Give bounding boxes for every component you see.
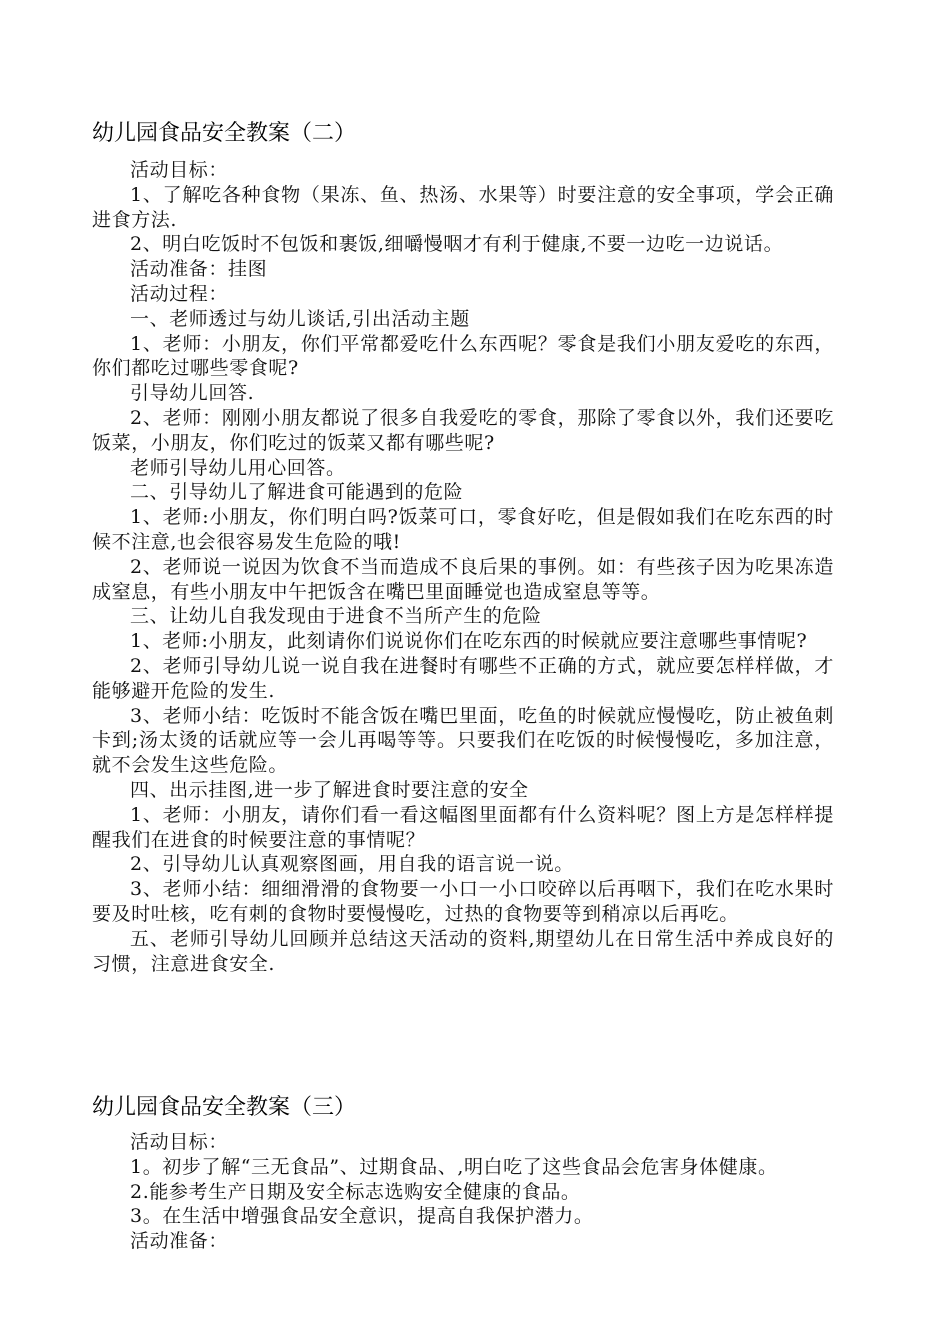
paragraph: 2、老师引导幼儿说一说自我在进餐时有哪些不正确的方式，就应要怎样样做，才能够避开危险的发生. — [92, 654, 834, 702]
paragraph: 2、引导幼儿认真观察图画，用自我的语言说一说。 — [130, 853, 574, 876]
section-title: 幼儿园食品安全教案（二） — [92, 121, 357, 146]
paragraph: 五、老师引导幼儿回顾并总结这天活动的资料,期望幼儿在日常生活中养成良好的习惯，注意进食安全. — [92, 927, 834, 975]
paragraph: 老师引导幼儿用心回答。 — [130, 456, 346, 479]
section-title: 幼儿园食品安全教案（三） — [92, 1095, 357, 1120]
paragraph: 一、老师透过与幼儿谈话,引出活动主题 — [130, 307, 470, 330]
paragraph: 2、老师说一说因为饮食不当而造成不良后果的事例。如：有些孩子因为吃果冻造成窒息，有些小朋友中午把饭含在嘴巴里面睡觉也造成窒息等等。 — [92, 555, 834, 603]
paragraph: 1、老师:小朋友，此刻请你们说说你们在吃东西的时候就应要注意哪些事情呢? — [130, 630, 808, 653]
section-body — [92, 1130, 834, 1254]
paragraph: 2、明白吃饭时不包饭和裹饭,细嚼慢咽才有利于健康,不要一边吃一边说话。 — [130, 233, 784, 256]
paragraph: 活动过程： — [130, 282, 229, 305]
paragraph: 活动目标： — [130, 159, 229, 181]
paragraph: 1、了解吃各种食物（果冻、鱼、热汤、水果等）时要注意的安全事项，学会正确进食方法. — [92, 183, 834, 231]
paragraph: 活动准备： — [130, 1230, 229, 1253]
paragraph: 三、让幼儿自我发现由于进食不当所产生的危险 — [130, 605, 542, 628]
paragraph: 3、老师小结：吃饭时不能含饭在嘴巴里面，吃鱼的时候就应慢慢吃，防止被鱼刺卡到;汤太烫的话就应等一会儿再喝等等。只要我们在吃饭的时候慢慢吃，多加注意，就不会发生这些危险。 — [92, 704, 834, 777]
paragraph: 3、老师小结：细细滑滑的食物要一小口一小口咬碎以后再咽下，我们在吃水果时要及时吐核，吃有刺的食物时要慢慢吃，过热的食物要等到稍凉以后再吃。 — [92, 878, 834, 925]
paragraph: 1、老师:小朋友，你们明白吗?饭菜可口，零食好吃，但是假如我们在吃东西的时候不注意,也会很容易发生危险的哦! — [92, 506, 834, 553]
section-body — [92, 158, 834, 976]
paragraph: 四、出示挂图,进一步了解进食时要注意的安全 — [130, 778, 529, 801]
paragraph: 活动准备：挂图 — [130, 258, 268, 281]
paragraph: 1、老师：小朋友，你们平常都爱吃什么东西呢？零食是我们小朋友爱吃的东西，你们都吃过哪些零食呢? — [92, 332, 834, 380]
paragraph: 活动目标： — [130, 1131, 229, 1153]
paragraph: 引导幼儿回答. — [130, 382, 255, 405]
paragraph: 2.能参考生产日期及安全标志选购安全健康的食品。 — [130, 1180, 581, 1203]
paragraph: 1、老师：小朋友，请你们看一看这幅图里面都有什么资料呢？图上方是怎样样提醒我们在进食的时候要注意的事情呢？ — [92, 803, 834, 851]
paragraph: 2、老师：刚刚小朋友都说了很多自我爱吃的零食，那除了零食以外，我们还要吃饭菜，小朋友，你们吃过的饭菜又都有哪些呢? — [92, 406, 834, 454]
paragraph: 3。在生活中增强食品安全意识，提高自我保护潜力。 — [130, 1205, 594, 1228]
paragraph: 二、引导幼儿了解进食可能遇到的危险 — [130, 481, 464, 504]
paragraph: 1。初步了解“三无食品”、过期食品、,明白吃了这些食品会危害身体健康。 — [130, 1155, 778, 1178]
